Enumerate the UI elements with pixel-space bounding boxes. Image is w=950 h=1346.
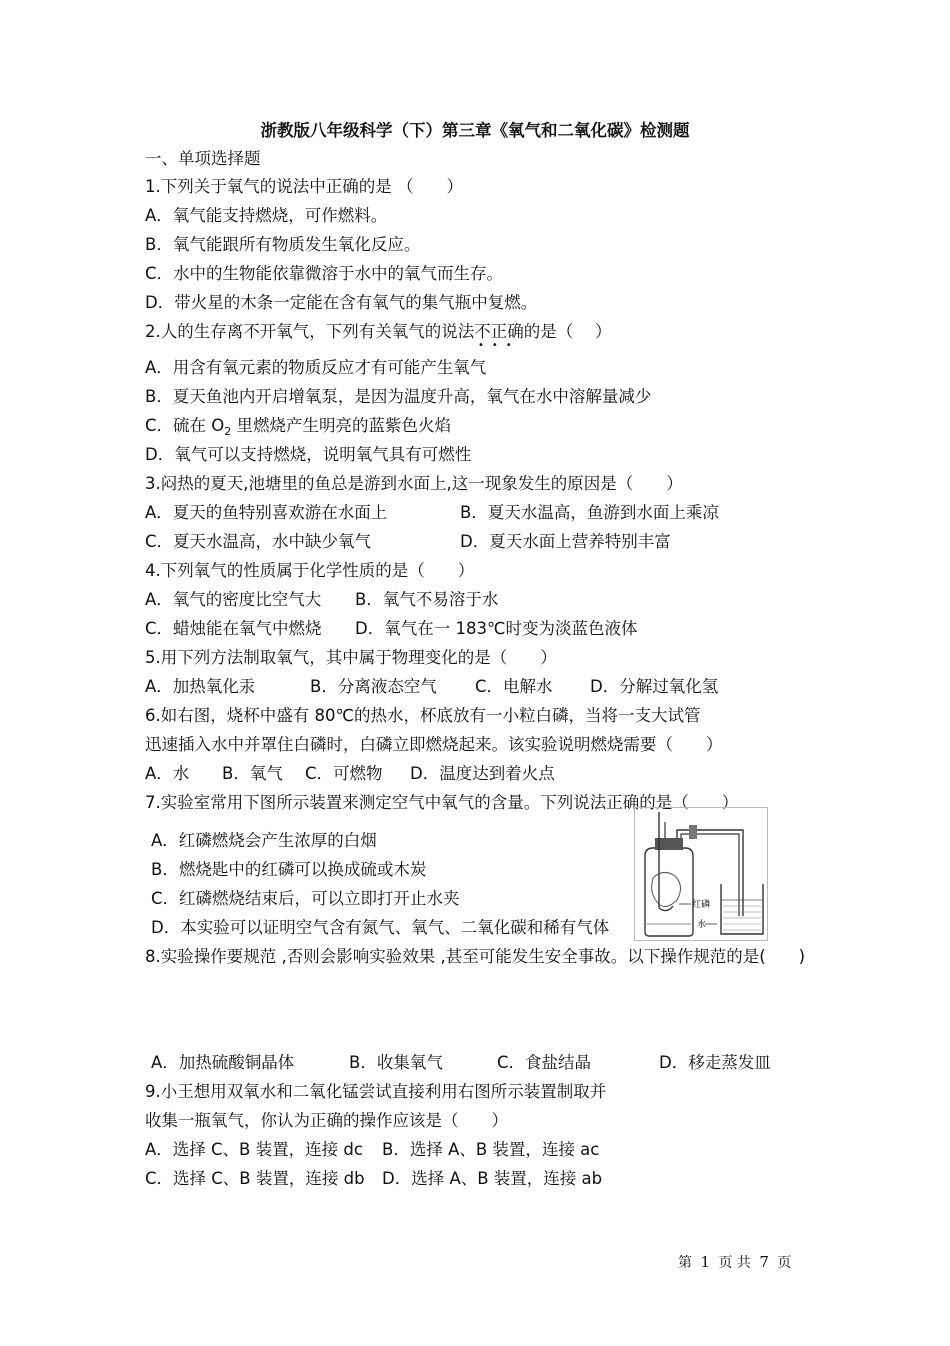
q7-option-a: A．红磷燃烧会产生浓厚的白烟	[151, 831, 377, 850]
q7-option-d: D．本实验可以证明空气含有氮气、氧气、二氧化碳和稀有气体	[151, 918, 610, 937]
q2-option-c-pre: C．硫在 O	[145, 416, 225, 435]
footer-page-number: 1	[700, 1253, 710, 1271]
q7-option-c: C．红磷燃烧结束后，可以立即打开止水夹	[151, 889, 460, 908]
q7-stem: 7.实验室常用下图所示装置来测定空气中氧气的含量。下列说法正确的是（ ）	[145, 793, 739, 812]
section-heading: 一、单项选择题	[145, 149, 261, 168]
q4-option-b: B．氧气不易溶于水	[355, 590, 499, 609]
q4-stem: 4.下列氧气的性质属于化学性质的是（ ）	[145, 561, 475, 580]
q2-option-c	[145, 415, 451, 443]
q1-option-d: D．带火星的木条一定能在含有氧气的集气瓶中复燃。	[145, 293, 538, 312]
footer-page-total: 7	[759, 1253, 769, 1271]
q4-option-d: D．氧气在一 183℃时变为淡蓝色液体	[355, 619, 638, 638]
q5-option-c: C．电解水	[475, 677, 553, 696]
q5-option-a: A．加热氧化汞	[145, 677, 256, 696]
q9-stem-line1: 9.小王想用双氧水和二氧化锰尝试直接利用右图所示装置制取并	[145, 1082, 607, 1101]
q9-option-c: C．选择 C、B 装置，连接 db	[145, 1169, 365, 1188]
q6-option-d: D．温度达到着火点	[410, 764, 555, 783]
q4-option-a: A．氧气的密度比空气大	[145, 590, 322, 609]
q9-stem-line2: 收集一瓶氧气，你认为正确的操作应该是（ ）	[145, 1111, 508, 1130]
q9-option-a: A．选择 C、B 装置，连接 dc	[145, 1140, 363, 1159]
label-red-phosphorus: 红磷	[692, 900, 711, 910]
q8-option-c: C．食盐结晶	[497, 1053, 592, 1072]
document-title: 浙教版八年级科学（下）第三章《氧气和二氧化碳》检测题	[260, 121, 690, 140]
q9-option-d: D．选择 A、B 装置，连接 ab	[382, 1169, 603, 1188]
q1-option-c: C．水中的生物能依靠微溶于水中的氧气而生存。	[145, 264, 504, 283]
q5-option-d: D．分解过氧化氢	[590, 677, 719, 696]
q2-option-b: B．夏天鱼池内开启增氧泵，是因为温度升高，氧气在水中溶解量减少	[145, 387, 652, 406]
q3-option-b: B．夏天水温高，鱼游到水面上乘凉	[460, 503, 719, 522]
q5-stem: 5.用下列方法制取氧气，其中属于物理变化的是（ ）	[145, 648, 557, 667]
q4-option-c: C．蜡烛能在氧气中燃烧	[145, 619, 322, 638]
footer-page-pre: 第	[678, 1255, 692, 1271]
q2-option-d: D．氧气可以支持燃烧，说明氧气具有可燃性	[145, 445, 472, 464]
q2-option-c-subscript: 2	[224, 425, 232, 438]
q2-stem: 2.人的生存离不开氧气，下列有关氧气的说法不正确的是（ ）	[145, 322, 612, 341]
q6-option-b: B．氧气	[222, 764, 283, 783]
oxygen-measurement-apparatus-figure	[634, 807, 768, 941]
q1-stem: 1.下列关于氧气的说法中正确的是 （ ）	[145, 177, 463, 196]
apparatus-drawing	[635, 808, 767, 940]
footer-page-post: 页	[777, 1255, 792, 1271]
page-footer	[678, 1252, 791, 1272]
footer-page-mid: 页 共	[718, 1255, 751, 1271]
q3-option-d: D．夏天水面上营养特别丰富	[460, 532, 671, 551]
q5-option-b: B．分离液态空气	[310, 677, 437, 696]
q6-option-c: C．可燃物	[305, 764, 383, 783]
q6-stem-line2: 迅速插入水中并罩住白磷时，白磷立即燃烧起来。该实验说明燃烧需要（ ）	[145, 735, 723, 754]
q3-stem: 3.闷热的夏天,池塘里的鱼总是游到水面上,这一现象发生的原因是（ ）	[145, 474, 683, 493]
q6-stem-line1: 6.如右图，烧杯中盛有 80℃的热水，杯底放有一小粒白磷，当将一支大试管	[145, 706, 701, 725]
q8-option-d: D．移走蒸发皿	[659, 1053, 771, 1072]
q2-option-c-post: 里燃烧产生明亮的蓝紫色火焰	[231, 416, 452, 435]
label-water: 水	[697, 920, 707, 930]
q8-option-b: B．收集氧气	[349, 1053, 443, 1072]
q9-option-b: B．选择 A、B 装置，连接 ac	[382, 1140, 600, 1159]
q3-option-c: C．夏天水温高，水中缺少氧气	[145, 532, 372, 551]
q7-option-b: B．燃烧匙中的红磷可以换成硫或木炭	[151, 860, 427, 879]
q3-option-a: A．夏天的鱼特别喜欢游在水面上	[145, 503, 388, 522]
q8-stem: 8.实验操作要规范 ,否则会影响实验效果 ,甚至可能发生安全事故。以下操作规范的是( )	[145, 947, 806, 966]
q6-option-a: A．水	[145, 764, 190, 783]
q1-option-b: B．氧气能跟所有物质发生氧化反应。	[145, 235, 421, 254]
emphasis-dots: •••	[478, 340, 520, 351]
q2-option-a: A．用含有氧元素的物质反应才有可能产生氧气	[145, 358, 487, 377]
q1-option-a: A．氧气能支持燃烧，可作燃料。	[145, 206, 388, 225]
q8-option-a: A．加热硫酸铜晶体	[151, 1053, 295, 1072]
